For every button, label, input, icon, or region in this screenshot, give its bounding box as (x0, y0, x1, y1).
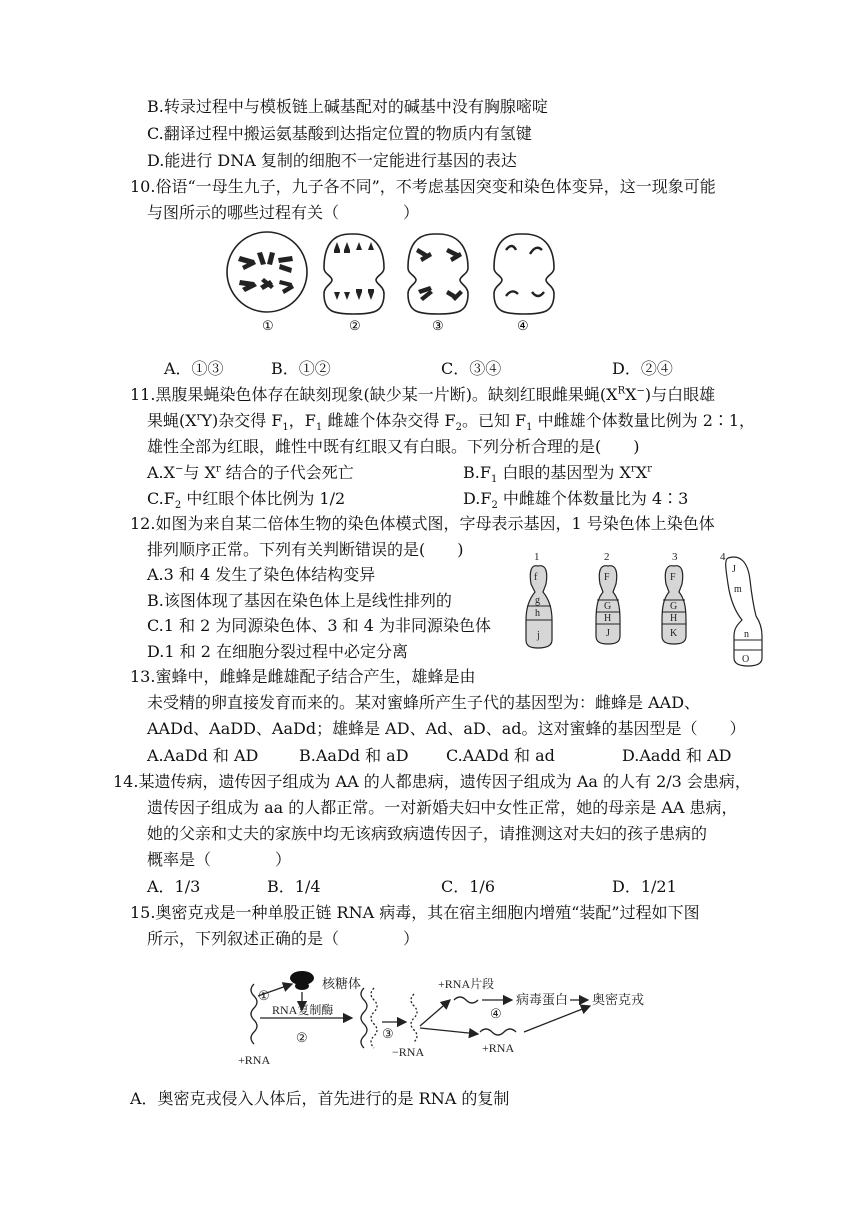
minus-rna-strand (411, 994, 417, 1042)
q14-option-b: B．1/4 (267, 877, 321, 896)
q13-option-d: D.Aadd 和 AD (622, 746, 732, 765)
step-2-label: ② (296, 1030, 308, 1045)
step-4-label: ④ (490, 1006, 502, 1021)
q10-option-d: D．②④ (612, 359, 673, 378)
q10-stem-line1: 10.俗语“一母生九子，九子各不同”，不考虑基因突变和染色体变异，这一现象可能 (130, 177, 716, 196)
gene-1-2: h (535, 608, 540, 619)
rna-replicase-label: RNA复制酶 (272, 1003, 334, 1017)
gene-4-0: J (732, 564, 736, 575)
chromosome-4 (726, 557, 762, 666)
chromosome-2 (596, 566, 620, 644)
ribosome-icon (290, 971, 314, 990)
gene-1-3: j (537, 630, 540, 641)
q11-option-b: $B.F_1$ 白眼的基因型为 $X^rX^r$ (463, 463, 652, 486)
plus-rna-wave (480, 1029, 516, 1035)
plus-rna-label-2: +RNA (482, 1041, 515, 1055)
q11-option-d: $D.F_2$ 中雌雄个体数量比为 4∶3 (463, 489, 689, 512)
q11-option-a: A.X−与 $X^r$ 结合的子代会死亡 (147, 463, 354, 482)
q11-stem-line3: 雄性全部为红眼，雌性中既有红眼又有白眼。下列分析合理的是( ) (147, 437, 640, 456)
step-1-label: ① (258, 988, 270, 1003)
q10-stem-line2: 与图所示的哪些过程有关（ ） (147, 203, 420, 222)
q12-option-a: A.3 和 4 发生了染色体结构变异 (147, 565, 376, 584)
minus-rna-label: −RNA (392, 1045, 425, 1059)
cell-label-4: ④ (517, 318, 529, 333)
q13-option-b: B.AaDd 和 aD (299, 746, 409, 765)
plus-rna-strand (251, 984, 257, 1044)
gene-4-3: O (742, 654, 750, 665)
cell-1 (227, 232, 307, 333)
q10-option-b: B．①② (271, 359, 331, 378)
ribosome-label: 核糖体 (322, 976, 362, 991)
q15-stem-line1: 15.奥密克戎是一种单股正链 RNA 病毒，其在宿主细胞内增殖“装配”过程如下图 (130, 903, 700, 922)
gene-3-2: H (670, 613, 678, 624)
q12-option-d: D.1 和 2 在细胞分裂过程中必定分离 (147, 642, 408, 661)
plus-rna-label: +RNA (238, 1053, 271, 1067)
q14-stem-line2: 遗传因子组成为 aa 的人都正常。一对新婚夫妇中女性正常，她的母亲是 AA 患病， (147, 798, 738, 817)
q12-stem-line2: 排列顺序正常。下列有关判断错误的是( ) (147, 540, 464, 559)
step-3-label: ③ (382, 1026, 394, 1041)
cell-4 (494, 234, 554, 333)
q15-stem-line2: 所示，下列叙述正确的是（ ） (147, 929, 420, 948)
q13-stem-line2: 未受精的卵直接发育而来的。某对蜜蜂所产生子代的基因型为：雌蜂是 AAD、 (147, 693, 701, 712)
q15-virus-replication-diagram (232, 966, 682, 1068)
gene-3-3: K (670, 628, 678, 639)
q15-option-a: A．奥密克戎侵入人体后，首先进行的是 RNA 的复制 (130, 1089, 510, 1108)
q9-option-c: C.翻译过程中搬运氨基酸到达指定位置的物质内有氢键 (147, 124, 532, 143)
double-strand (361, 988, 367, 1048)
q12-chromosome-figure (522, 550, 772, 668)
q11-option-c: $C.F_2$ 中红眼个体比例为 1/2 (147, 489, 346, 512)
gene-1-1: g (535, 595, 540, 606)
q13-option-c: C.AADd 和 ad (446, 746, 555, 765)
gene-3-1: G (670, 601, 678, 612)
q13-stem-line3: AADd、AaDD、AaDd；雄蜂是 AD、Ad、aD、ad。这对蜜蜂的基因型是（ ） (147, 719, 746, 738)
q14-stem-line4: 概率是（ ） (147, 850, 292, 869)
gene-2-0: F (604, 572, 610, 583)
q14-stem-line3: 她的父亲和丈夫的家族中均无该病致病遗传因子，请推测这对夫妇的孩子患病的 (147, 824, 708, 843)
gene-2-3: J (606, 628, 610, 639)
omicron-label: 奥密克戎 (592, 992, 645, 1007)
q10-cell-division-figure (222, 228, 562, 336)
q11-stem-line1: 11.黑腹果蝇染色体存在缺刻现象(缺少某一片断)。缺刻红眼雌果蝇$(X^RX^-)$与白眼雄 (130, 385, 716, 404)
cell-label-3: ③ (432, 318, 444, 333)
gene-1-0: f (534, 572, 538, 583)
gene-2-2: H (604, 613, 612, 624)
q12-option-b: B.该图体现了基因在染色体上是线性排列的 (147, 591, 452, 610)
q9-option-d: D.能进行 DNA 复制的细胞不一定能进行基因的表达 (147, 151, 517, 170)
q12-option-c: C.1 和 2 为同源染色体、3 和 4 为非同源染色体 (147, 616, 491, 635)
plus-rna-fragment-label: +RNA片段 (438, 977, 495, 991)
gene-4-1: m (734, 584, 742, 595)
plus-rna-fragment-wave (454, 997, 478, 1003)
cell-label-2: ② (349, 318, 361, 333)
viral-protein-label: 病毒蛋白 (516, 992, 569, 1007)
cell-3 (408, 234, 468, 333)
gene-2-1: G (604, 601, 612, 612)
q13-option-a: A.AaDd 和 AD (147, 746, 259, 765)
chr-num-1: 1 (534, 551, 540, 563)
chr-num-2: 2 (604, 551, 610, 563)
q11-stem-line2: 果蝇$(X^rY)$杂交得 $F_1$，$F_1$ 雌雄个体杂交得 $F_2$。已知 $F_1$ 中雌雄个体数量比例为 2∶1， (147, 411, 756, 434)
q10-option-c: C．③④ (441, 359, 502, 378)
q13-stem-line1: 13.蜜蜂中，雌蜂是雌雄配子结合产生，雄蜂是由 (130, 667, 476, 686)
q12-stem-line1: 12.如图为来自某二倍体生物的染色体模式图，字母表示基因，1 号染色体上染色体 (130, 514, 715, 533)
chromosome-3 (662, 566, 686, 644)
chr-num-3: 3 (672, 551, 678, 563)
cell-label-1: ① (262, 318, 274, 333)
chromosome-1 (526, 566, 552, 648)
gene-3-0: F (670, 572, 676, 583)
gene-4-2: n (744, 629, 749, 640)
chr-num-4: 4 (720, 551, 726, 563)
q14-stem-line1: 14.某遗传病，遗传因子组成为 AA 的人都患病，遗传因子组成为 Aa 的人有 2/3 会患病， (113, 772, 751, 791)
q14-option-a: A．1/3 (147, 877, 201, 896)
q14-option-d: D．1/21 (612, 877, 677, 896)
q9-option-b: B.转录过程中与模板链上碱基配对的碱基中没有胸腺嘧啶 (147, 97, 548, 116)
q14-option-c: C．1/6 (441, 877, 495, 896)
cell-2 (324, 234, 384, 333)
q10-option-a: A．①③ (164, 359, 224, 378)
